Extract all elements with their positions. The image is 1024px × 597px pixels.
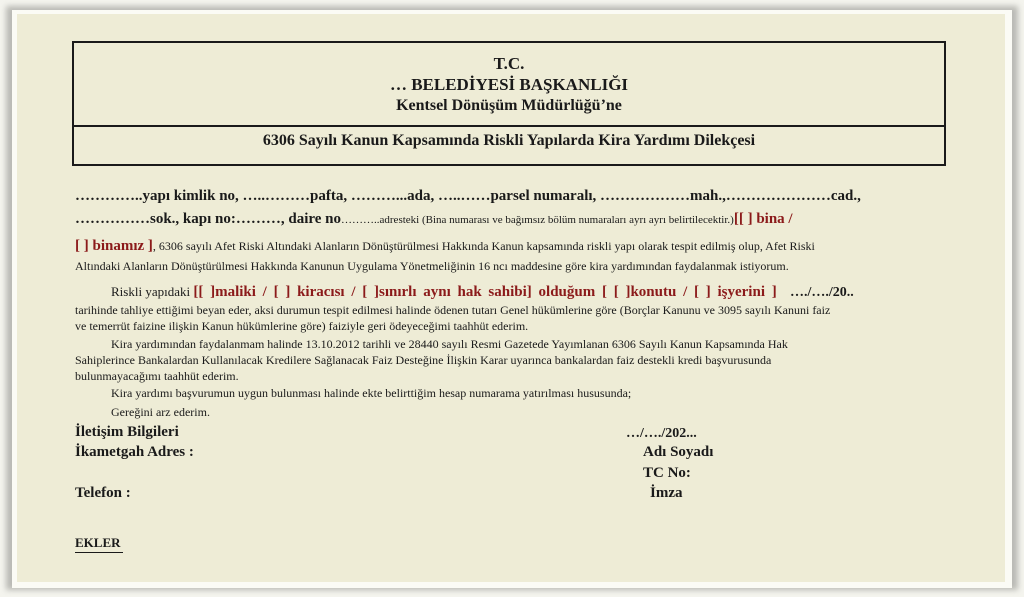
address-note: adresteki (Bina numarası ve bağımsız bölüm numaraları ayrı ayrı belirtilecektir.)	[379, 214, 734, 226]
phone-label: Telefon :	[75, 485, 131, 501]
status-options: [[ ]maliki / [ ] kiracısı / [ ]sınırlı aynı hak sahibi] olduğum [ [ ]konutu / [ ] işyerini ]	[193, 284, 777, 300]
signature-label: İmza	[650, 485, 683, 501]
header-addressee	[74, 43, 944, 127]
address-fields-text: …………..yapı kimlik no, …..………pafta, ………...ada, …..……parsel numaralı, ………………mah.,…………………cad.,	[75, 188, 861, 204]
tc-number-label: TC No:	[643, 465, 691, 481]
address-line-4	[75, 258, 945, 275]
header-box	[72, 41, 946, 166]
status-line-2	[75, 302, 945, 319]
loan-line-1	[75, 336, 945, 353]
header-municipality: … BELEDİYESİ BAŞKANLIĞI	[389, 75, 629, 94]
loan-line-3	[75, 368, 945, 385]
header-tc: T.C.	[493, 54, 525, 73]
address-line-1	[75, 188, 945, 205]
address-line-3	[75, 238, 945, 255]
evacuation-date: …./…./20..	[789, 285, 854, 300]
header-directorate: Kentsel Dönüşüm Müdürlüğü’ne	[396, 97, 622, 114]
regulation-text: Altındaki Alanların Dönüştürülmesi Hakkında Kanunun Uygulama Yönetmeliğinin 16 ncı maddesine göre kira yardımından faydalanmak istiyorum.	[75, 259, 789, 273]
closing-line	[75, 404, 945, 421]
status-lead: Riskli yapıdaki	[111, 284, 191, 299]
contact-title: İletişim Bilgileri	[75, 424, 179, 440]
status-text-3: ve temerrüt faizine ilişkin Kanun hükümlerine göre) faiziyle geri ödeyeceğimi taahhüt ederim.	[75, 319, 529, 333]
status-line-1	[75, 283, 945, 301]
address-street-text: ……………sok., kapı no:………, daire no	[75, 211, 342, 227]
address-line-2	[75, 211, 945, 228]
status-text-2: tarihinde tahliye ettiğimi beyan eder, aksi durumun tespit edilmesi halinde ödenen tutarı Genel hükümlerine göre (Borçlar Kanunu ve 3095 sayılı Kanuni faiz	[75, 303, 831, 317]
signature-date: …/…./202...	[626, 426, 697, 441]
law-reference-text: , 6306 sayılı Afet Riski Altındaki Alanların Dönüştürülmesi Hakkında Kanun kapsamında riskli yapı olarak tespit edilmiş olup, Afet Riski	[152, 239, 815, 253]
loan-line-2	[75, 352, 945, 369]
page-title: 6306 Sayılı Kanun Kapsamında Riskli Yapılarda Kira Yardımı Dilekçesi	[262, 132, 756, 149]
building-option-bina: [[ ] bina /	[733, 211, 793, 227]
address-dots: ………..	[341, 214, 380, 226]
closing-text: Gereğini arz ederim.	[111, 405, 210, 419]
loan-text-1: Kira yardımından faydalanmam halinde 13.10.2012 tarihli ve 28440 sayılı Resmi Gazetede Yayımlanan 6306 Sayılı Kanun Kapsamında Hak	[111, 337, 788, 351]
building-option-binamiz: [ ] binamız ]	[75, 238, 153, 254]
status-line-3	[75, 318, 945, 335]
loan-text-2: Sahiplerince Bankalardan Kullanılacak Kredilere Sağlanacak Faiz Desteğine İlişkin Karar uyarınca bankalardan faiz destekli kredi başvurusunda	[75, 353, 772, 367]
attachments-label: EKLER	[75, 535, 123, 553]
loan-text-3: bulunmayacağımı taahhüt ederim.	[75, 369, 239, 383]
residence-address-label: İkametgah Adres :	[75, 444, 194, 460]
account-text: Kira yardımı başvurumun uygun bulunması halinde ekte belirttiğim hesap numarama yatırılması hususunda;	[111, 386, 632, 400]
name-surname-label: Adı Soyadı	[643, 444, 714, 460]
account-line	[75, 385, 945, 402]
